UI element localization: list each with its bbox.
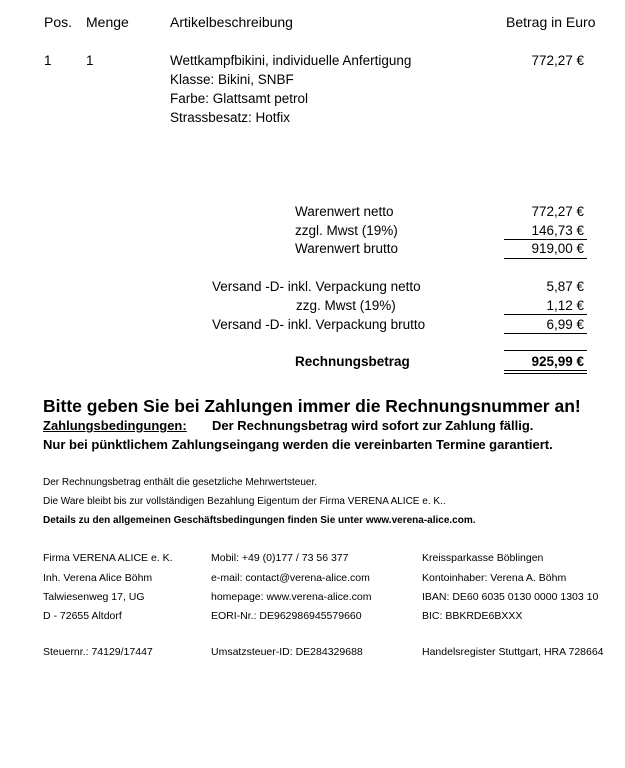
mwst-value: 146,73 €	[531, 223, 584, 238]
total-divider	[504, 350, 587, 351]
versand-netto-label: Versand -D- inkl. Verpackung netto	[212, 279, 421, 294]
versand-netto-value: 5,87 €	[546, 279, 584, 294]
footer-bank-line: Kreissparkasse Böblingen	[422, 552, 544, 564]
header-pos: Pos.	[44, 14, 73, 30]
zahlungsbedingungen-label: Zahlungsbedingungen:	[43, 418, 187, 433]
zahlungsbedingungen-text: Der Rechnungsbetrag wird sofort zur Zahlung fällig.	[212, 418, 534, 433]
header-betrag: Betrag in Euro	[506, 14, 596, 30]
versand-brutto-value: 6,99 €	[546, 317, 584, 332]
warenwert-netto-label: Warenwert netto	[295, 204, 394, 219]
footer-company-line: D - 72655 Altdorf	[43, 610, 122, 622]
total-double-underline	[504, 373, 587, 374]
header-menge: Menge	[86, 14, 129, 30]
footer-company-line: Firma VERENA ALICE e. K.	[43, 552, 173, 564]
footer-ust-id: Umsatzsteuer-ID: DE284329688	[211, 646, 363, 658]
footer-steuernummer: Steuernr.: 74129/17447	[43, 646, 153, 658]
footer-handelsregister: Handelsregister Stuttgart, HRA 728664	[422, 646, 604, 658]
item-description-line: Strassbesatz: Hotfix	[170, 110, 291, 125]
versand-mwst-label: zzg. Mwst (19%)	[296, 298, 396, 313]
footer-contact-line: Mobil: +49 (0)177 / 73 56 377	[211, 552, 349, 564]
rechnungsbetrag-value: 925,99 €	[531, 354, 584, 369]
footer-contact-line: homepage: www.verena-alice.com	[211, 591, 372, 603]
agb-info: Details zu den allgemeinen Geschäftsbedingungen finden Sie unter www.verena-alice.com.	[43, 515, 476, 526]
footer-contact-line: EORI-Nr.: DE962986945579660	[211, 610, 362, 622]
versand-brutto-label: Versand -D- inkl. Verpackung brutto	[212, 317, 426, 332]
eigentum-info: Die Ware bleibt bis zur vollständigen Bezahlung Eigentum der Firma VERENA ALICE e. K..	[43, 496, 446, 507]
footer-bank-line: IBAN: DE60 6035 0130 0000 1303 10	[422, 591, 599, 603]
subtotal-divider	[504, 239, 587, 240]
subtotal-divider	[504, 258, 587, 259]
warenwert-brutto-value: 919,00 €	[531, 241, 584, 256]
footer-bank-line: BIC: BBKRDE6BXXX	[422, 610, 523, 622]
header-artikelbeschreibung: Artikelbeschreibung	[170, 14, 293, 30]
warenwert-netto-value: 772,27 €	[531, 204, 584, 219]
item-pos: 1	[44, 53, 52, 68]
mwst-label: zzgl. Mwst (19%)	[295, 223, 398, 238]
item-description-line: Klasse: Bikini, SNBF	[170, 72, 294, 87]
item-betrag: 772,27 €	[531, 53, 584, 68]
subtotal-divider	[504, 314, 587, 315]
item-description-line: Wettkampfbikini, individuelle Anfertigung	[170, 53, 412, 68]
footer-contact-line: e-mail: contact@verena-alice.com	[211, 572, 370, 584]
mwst-info: Der Rechnungsbetrag enthält die gesetzliche Mehrwertsteuer.	[43, 477, 318, 488]
total-double-underline	[504, 370, 587, 371]
warenwert-brutto-label: Warenwert brutto	[295, 241, 399, 256]
item-description-line: Farbe: Glattsamt petrol	[170, 91, 309, 106]
footer-company-line: Talwiesenweg 17, UG	[43, 591, 145, 603]
rechnungsbetrag-label: Rechnungsbetrag	[295, 354, 410, 369]
footer-company-line: Inh. Verena Alice Böhm	[43, 572, 153, 584]
subtotal-divider	[504, 333, 587, 334]
payment-reference-notice: Bitte geben Sie bei Zahlungen immer die Rechnungsnummer an!	[43, 396, 581, 416]
versand-mwst-value: 1,12 €	[546, 298, 584, 313]
footer-bank-line: Kontoinhaber: Verena A. Böhm	[422, 572, 567, 584]
termine-notice: Nur bei pünktlichem Zahlungseingang werden die vereinbarten Termine garantiert.	[43, 437, 553, 452]
item-menge: 1	[86, 53, 94, 68]
